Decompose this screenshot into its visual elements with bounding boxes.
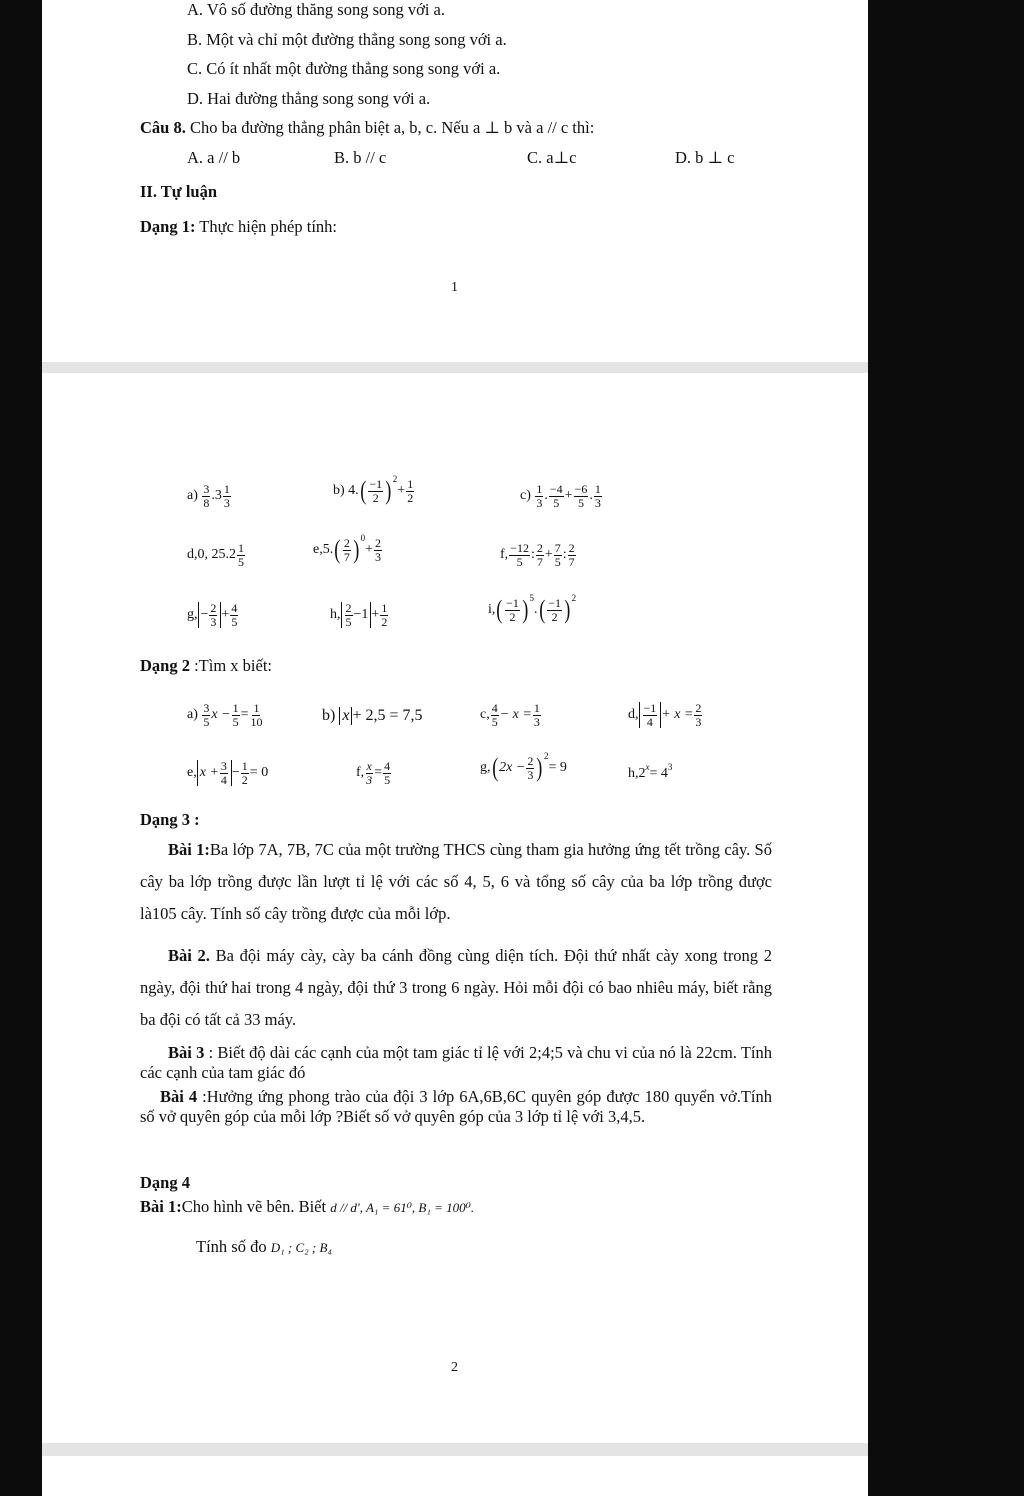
exponent: 2	[392, 474, 398, 484]
expr-1g	[187, 602, 239, 628]
denominator: 2	[551, 609, 558, 624]
term: .3	[211, 488, 222, 504]
operator: .	[534, 602, 538, 618]
expr-2a	[187, 702, 264, 728]
expr-1h	[330, 602, 389, 628]
expr-label: h,	[628, 766, 639, 781]
exponent: 0	[360, 533, 366, 543]
numerator: 4	[231, 601, 238, 615]
question-8-label: Câu 8.	[140, 118, 186, 137]
operator: +	[221, 607, 230, 623]
paren: )	[385, 476, 392, 506]
expr-label: c,	[480, 707, 490, 723]
operator: +	[365, 542, 373, 558]
denominator: 3	[374, 549, 381, 564]
expr-label: f,	[500, 547, 509, 563]
term: 4.	[348, 483, 359, 499]
dang-2-text: :Tìm x biết:	[194, 656, 273, 675]
numerator: 1	[594, 482, 601, 496]
paren: (	[538, 595, 545, 625]
denominator: 5	[345, 614, 352, 629]
page-number: 2	[451, 1360, 458, 1375]
operator: :	[562, 547, 567, 563]
expr-2e	[187, 760, 268, 786]
exercise-1	[140, 834, 772, 930]
expr-label: b)	[333, 483, 345, 499]
fraction	[535, 483, 543, 509]
fraction	[202, 483, 210, 509]
expr-1d	[187, 542, 246, 568]
paren: )	[536, 753, 543, 783]
exponent: 2	[571, 593, 577, 603]
expr-1a	[187, 483, 232, 509]
fraction	[368, 478, 383, 504]
fraction	[547, 597, 562, 623]
numerator: 3	[203, 701, 210, 715]
fraction	[249, 702, 263, 728]
term: = 9	[548, 760, 567, 776]
numerator: −6	[574, 482, 588, 496]
fraction	[380, 602, 388, 628]
expr-label: i,	[488, 602, 496, 618]
operator: =	[240, 707, 249, 723]
denominator: 4	[220, 772, 227, 787]
fraction	[594, 483, 602, 509]
document-page-3	[42, 1456, 868, 1496]
dang-2-label: Dạng 2	[140, 656, 190, 675]
operator: +	[564, 488, 573, 504]
numerator: 7	[554, 541, 561, 555]
operator: +	[397, 483, 406, 499]
expr-label: a)	[187, 707, 198, 723]
denominator: 3	[223, 495, 230, 510]
operator: =	[374, 765, 383, 781]
denominator: 5	[553, 495, 560, 510]
numerator: 1	[381, 601, 388, 615]
exercise-text: Ba đội máy cày, cày ba cánh đồng cùng diện tích. Đội thứ nhất cày xong trong 2 ngày, đội thứ hai trong 4 ngày, đội thứ 3 trong 6 ngày. Hỏi mỗi đội có bao nhiêu máy, biết rằng ba đội có tất cả 33 máy.	[140, 946, 773, 1029]
numerator: 2	[527, 754, 534, 768]
section-heading: II. Tự luận	[140, 182, 218, 201]
fraction	[694, 702, 702, 728]
numerator: 1	[238, 541, 244, 555]
numerator: 1	[533, 701, 540, 715]
paren: (	[334, 535, 341, 565]
term: 2	[638, 766, 646, 781]
term: x +	[199, 765, 219, 781]
denominator: 7	[536, 554, 543, 569]
fraction	[568, 542, 576, 568]
denominator: 5	[231, 614, 238, 629]
paren: (	[359, 476, 367, 506]
operator: .	[544, 488, 548, 504]
exercise-text: Ba lớp 7A, 7B, 7C của một trường THCS cùng tham gia hưởng ứng tết trồng cây. Số cây ba lớp trồng được lần lượt tỉ lệ với các số 4, 5, 6 và tổng số cây của ba lớp trồng được là105 cây. Tính số cây trồng được của mỗi lớp.	[140, 840, 772, 923]
expr-1c	[520, 483, 603, 509]
expr-2f	[356, 760, 392, 786]
expr-label: a)	[187, 488, 198, 504]
numerator: 3	[203, 482, 210, 496]
document-page-1	[42, 0, 868, 362]
paren: (	[496, 595, 503, 625]
numerator: 2	[695, 701, 702, 715]
dang-1-label: Dạng 1:	[140, 217, 196, 236]
exercise-label: Bài 1:	[140, 1197, 182, 1216]
expr-1b	[333, 474, 415, 506]
fraction	[232, 702, 240, 728]
term: = 4	[649, 766, 668, 781]
exercise-label: Bài 3	[168, 1043, 205, 1062]
denominator: 3	[210, 614, 217, 629]
numerator: 2	[536, 541, 543, 555]
expr-label: f,	[356, 765, 365, 781]
paren: )	[353, 535, 360, 565]
denominator: 5	[238, 554, 244, 569]
denominator: 4	[646, 714, 653, 729]
term: 2x −	[499, 760, 526, 776]
option-b: B. Một và chỉ một đường thẳng song song với a.	[187, 30, 507, 49]
operator: −	[200, 607, 209, 623]
denominator: 5	[516, 554, 523, 569]
fraction	[230, 602, 238, 628]
expr-2c	[480, 702, 542, 728]
expr-1i	[488, 593, 577, 625]
numerator: 2	[345, 601, 352, 615]
expr-label: h,	[330, 607, 341, 623]
dang-4-task	[196, 1237, 332, 1257]
expr-label: e,	[187, 765, 197, 781]
numerator: −1	[369, 477, 383, 491]
page-number: 1	[451, 280, 458, 295]
numerator: −1	[548, 596, 561, 610]
denominator: 10	[250, 714, 263, 729]
absolute-value	[639, 702, 662, 728]
exercise-label: Bài 1:	[168, 840, 210, 859]
absolute-value	[341, 602, 372, 628]
numerator: 2	[210, 601, 217, 615]
numerator: −1	[506, 596, 519, 610]
fraction	[343, 537, 351, 563]
numerator: 1	[407, 477, 414, 491]
fraction	[533, 702, 541, 728]
numerator: −4	[549, 482, 563, 496]
exponent: 5	[529, 593, 535, 603]
expr-label: d,	[187, 547, 198, 563]
exercise-math: d // d', A₁ = 61⁰, B₁ = 100⁰.	[330, 1200, 475, 1215]
numerator: 4	[384, 759, 391, 773]
denominator: 3	[536, 495, 543, 510]
exercise-4	[140, 1087, 772, 1127]
denominator: 3	[366, 772, 373, 787]
exercise-label: Bài 4	[160, 1087, 198, 1106]
operator: −	[231, 765, 240, 781]
absolute-value	[198, 602, 222, 628]
dang-1-text: Thực hiện phép tính:	[199, 217, 338, 236]
numerator: 1	[241, 759, 248, 773]
term: + 2,5 = 7,5	[352, 707, 423, 724]
denominator: 5	[384, 772, 391, 787]
task-math: D₁ ; C₂ ; B₄	[270, 1240, 332, 1255]
exercise-2	[140, 940, 772, 1036]
fraction	[241, 760, 249, 786]
term: x −	[211, 707, 231, 723]
absolute-value: x	[339, 707, 352, 725]
numerator: 1	[536, 482, 543, 496]
term: − x =	[499, 707, 532, 723]
numerator: 2	[343, 536, 350, 550]
option-c: C. Có ít nhất một đường thẳng song song với a.	[187, 59, 501, 78]
dang-4-heading: Dạng 4	[140, 1173, 190, 1192]
exercise-text: :Hưởng ứng phong trào của đội 3 lớp 6A,6B,6C quyên góp được 180 quyển vở.Tính số vở quyên góp của mỗi lớp ?Biết số vở quyên góp của 3 lớp tỉ lệ với 3,4,5.	[140, 1087, 773, 1126]
expr-label: g,	[187, 607, 198, 623]
denominator: 8	[203, 495, 210, 510]
fraction	[536, 542, 544, 568]
fraction	[365, 760, 373, 786]
exponent: 3	[667, 762, 673, 772]
q8-option-a: A. a // b	[187, 148, 241, 167]
dang-4-exercise-1	[140, 1197, 474, 1217]
term: 5.	[322, 542, 334, 558]
numerator: 2	[374, 536, 381, 550]
fraction	[549, 483, 564, 509]
exercise-text: Cho hình vẽ bên. Biết	[181, 1197, 327, 1216]
numerator: −1	[643, 701, 657, 715]
numerator: 1	[223, 482, 230, 496]
paren: )	[564, 595, 571, 625]
fraction	[345, 602, 353, 628]
page-separator	[42, 1443, 868, 1456]
fraction	[554, 542, 562, 568]
term: = 0	[249, 765, 269, 781]
expr-label: b)	[322, 707, 336, 724]
denominator: 3	[594, 495, 601, 510]
expr-2g	[480, 751, 567, 783]
task-text: Tính số đo	[196, 1237, 267, 1256]
term: −1	[353, 607, 369, 623]
fraction	[574, 483, 589, 509]
operator: +	[371, 607, 380, 623]
paren: (	[491, 753, 498, 783]
numerator: 1	[232, 701, 239, 715]
expr-label: c)	[520, 488, 531, 504]
page-separator	[42, 362, 868, 373]
fraction	[526, 755, 534, 781]
q8-option-d: D. b ⊥ c	[675, 148, 735, 167]
fraction	[220, 760, 228, 786]
numerator: 3	[220, 759, 227, 773]
fraction	[202, 702, 210, 728]
numerator: x	[366, 759, 372, 773]
fraction	[406, 478, 414, 504]
denominator: 5	[577, 495, 584, 510]
fraction	[209, 602, 217, 628]
fraction	[223, 483, 231, 509]
dang-1-heading	[140, 217, 337, 237]
operator: :	[530, 547, 535, 563]
numerator: 1	[253, 701, 260, 715]
exercise-label: Bài 2.	[168, 946, 210, 965]
denominator: 2	[372, 490, 379, 505]
fraction	[237, 542, 245, 568]
denominator: 7	[343, 549, 350, 564]
denominator: 3	[695, 714, 702, 729]
fraction	[643, 702, 658, 728]
numerator: 4	[491, 701, 498, 715]
denominator: 3	[527, 767, 534, 782]
option-d: D. Hai đường thẳng song song với a.	[187, 89, 431, 108]
denominator: 5	[491, 714, 498, 729]
option-a: A. Vô số đường thăng song song với a.	[187, 0, 446, 19]
fraction	[509, 542, 530, 568]
denominator: 2	[381, 614, 388, 629]
expr-label: g,	[480, 760, 491, 776]
paren: )	[522, 595, 529, 625]
expr-1f	[500, 542, 577, 568]
denominator: 5	[554, 554, 561, 569]
denominator: 5	[203, 714, 210, 729]
expr-label: d,	[628, 707, 639, 723]
fraction	[374, 537, 382, 563]
numerator: 2	[568, 541, 575, 555]
q8-option-c: C. a⊥c	[527, 148, 577, 167]
dang-2-heading	[140, 656, 272, 676]
term: 0, 25.2	[197, 547, 236, 563]
denominator: 2	[509, 609, 516, 624]
denominator: 7	[568, 554, 575, 569]
numerator: −12	[510, 541, 529, 555]
denominator: 2	[407, 490, 414, 505]
denominator: 2	[241, 772, 248, 787]
dang-3-heading: Dạng 3 :	[140, 810, 200, 829]
exponent: 2	[544, 751, 549, 761]
expr-1e	[313, 533, 383, 565]
exponent: x	[645, 762, 650, 772]
question-8	[140, 118, 594, 138]
fraction	[383, 760, 391, 786]
expr-2b	[322, 707, 422, 725]
term: + x =	[661, 707, 694, 723]
fraction	[505, 597, 520, 623]
operator: .	[589, 488, 593, 504]
operator: +	[544, 547, 553, 563]
absolute-value	[197, 760, 232, 786]
expr-label: e,	[313, 542, 323, 558]
denominator: 5	[232, 714, 239, 729]
exercise-text: : Biết độ dài các cạnh của một tam giác tỉ lệ với 2;4;5 và chu vi của nó là 22cm. Tính các cạnh của tam giác đó	[140, 1043, 773, 1082]
q8-option-b: B. b // c	[334, 148, 387, 167]
expr-2d	[628, 702, 703, 728]
denominator: 3	[533, 714, 540, 729]
exercise-3	[140, 1043, 772, 1083]
expr-2h	[628, 762, 673, 782]
fraction	[491, 702, 499, 728]
question-8-text: Cho ba đường thẳng phân biệt a, b, c. Nếu a ⊥ b và a // c thì:	[189, 118, 595, 137]
